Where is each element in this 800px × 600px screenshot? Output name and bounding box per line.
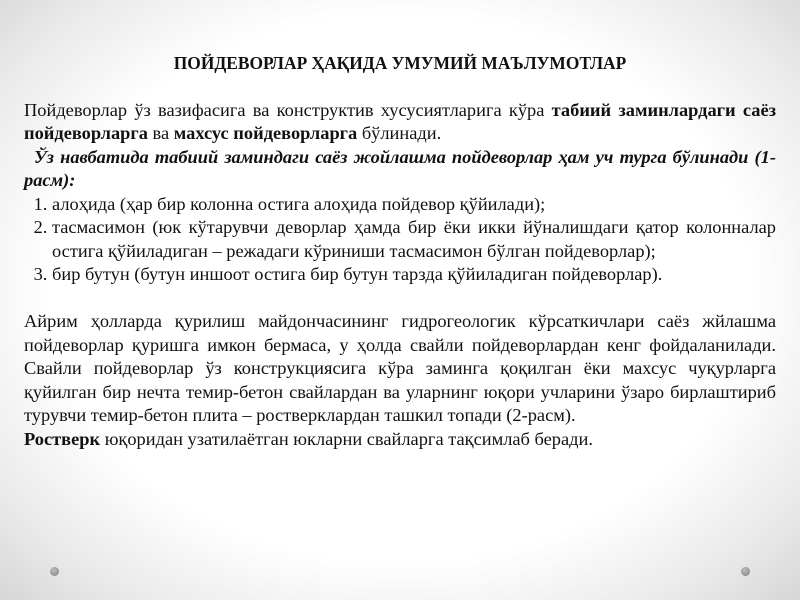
grillage-definition: юқоридан узатилаётган юкларни свайларга тақсимлаб беради. [100, 428, 593, 449]
types-heading: Ўз навбатида табиий заминдаги саёз жойлашма пойдеворлар ҳам уч турга бўлинади (1-расм): [24, 146, 776, 190]
decorative-dot-right [741, 567, 750, 576]
intro-text-mid: ва [147, 123, 174, 143]
intro-bold-natural: табиий заминлардаги саёз пойдеворларга [24, 99, 776, 143]
slide-content [24, 52, 776, 451]
intro-text-end: бўлинади. [357, 123, 442, 143]
intro-bold-special: махсус пойдеворларга [173, 123, 358, 143]
list-item: 1. алоҳида (ҳар бир колонна остига алоҳида пойдевор қўйилади); [52, 193, 776, 217]
decorative-dot-left [50, 567, 59, 576]
grillage-term: Ростверк [24, 428, 101, 449]
intro-paragraph [24, 99, 776, 146]
list-item: 3. бир бутун (бутун иншоот остига бир бутун тарзда қўйиладиган пойдеворлар). [52, 263, 776, 287]
page-title: ПОЙДЕВОРЛАР ҲАҚИДА УМУМИЙ МАЪЛУМОТЛАР [173, 53, 627, 73]
pile-foundation-paragraph: Айрим ҳолларда қурилиш майдончасининг гидрогеологик кўрсаткичлари саёз жйлашма пойдеворлар қуришга имкон бермаса, у ҳолда свайли пойдеворлардан кенг фойдаланилади. Свайли пойдеворлар ўз конструкциясига кўра заминга қоқилган ёки махсус чуқурларга қуйилган бир нечта темир-бетон свайлардан ва уларнинг юқори учларини ўзаро бирлаштириб турувчи темир-бетон плита – ростверклардан ташкил топади (2-расм). [24, 311, 776, 425]
list-item: 2. тасмасимон (юк кўтарувчи деворлар ҳамда бир ёки икки йўналишдаги қатор колонналар остига қўйиладиган – режадаги кўриниши тасмасимон бўлган пойдеворлар); [52, 216, 776, 263]
spacer [24, 287, 776, 311]
grillage-paragraph [24, 428, 776, 452]
foundation-types-list [24, 193, 776, 287]
intro-text-start: Пойдеворлар ўз вазифасига ва конструктив хусусиятларига кўра [24, 99, 552, 120]
